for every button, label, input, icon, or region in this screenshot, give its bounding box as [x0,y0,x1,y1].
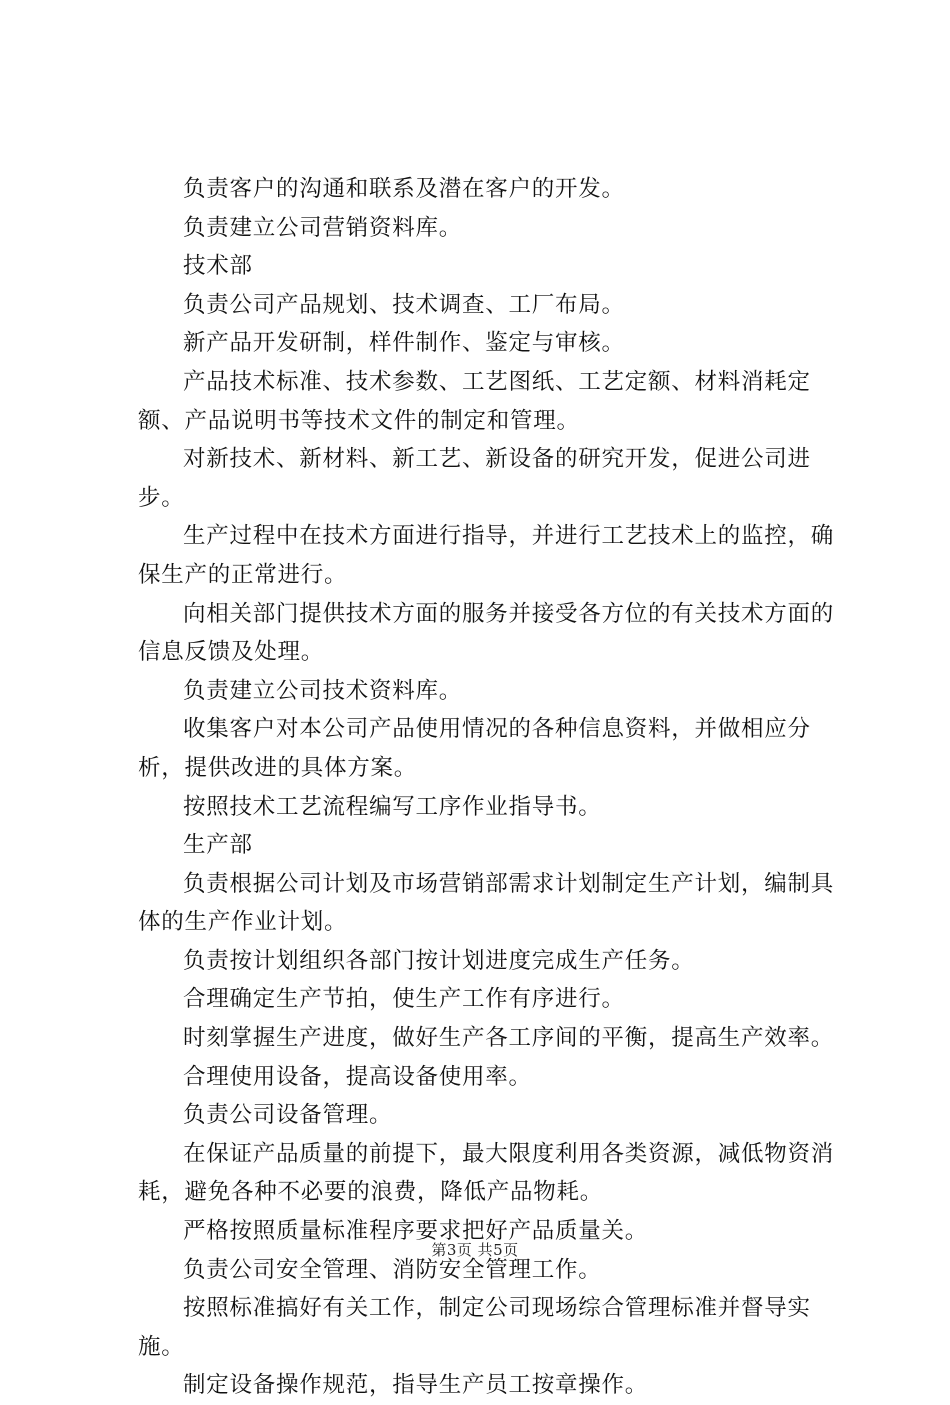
paragraph: 负责建立公司营销资料库。 [183,214,463,241]
paragraph: 时刻掌握生产进度，做好生产各工序间的平衡，提高生产效率。 [183,1025,835,1052]
document-body [138,170,843,1405]
paragraph: 按照标准搞好有关工作，制定公司现场综合管理标准并督导实施。 [138,1295,811,1360]
paragraph: 负责公司产品规划、技术调查、工厂布局。 [183,291,625,318]
section-heading: 技术部 [183,253,253,280]
paragraph: 负责公司设备管理。 [183,1102,393,1129]
paragraph: 按照技术工艺流程编写工序作业指导书。 [183,793,602,820]
paragraph: 生产过程中在技术方面进行指导，并进行工艺技术上的监控，确保生产的正常进行。 [138,523,835,588]
paragraph: 负责客户的沟通和联系及潜在客户的开发。 [183,176,625,202]
paragraph: 在保证产品质量的前提下，最大限度利用各类资源，减低物资消耗，避免各种不必要的浪费，降低产品物耗。 [138,1140,835,1206]
section-heading: 生产部 [183,832,253,859]
paragraph: 负责建立公司技术资料库。 [183,677,463,704]
page-number-footer: 第3页 共5页 [431,1241,519,1259]
paragraph: 负责按计划组织各部门按计划进度完成生产任务。 [183,947,695,974]
paragraph: 收集客户对本公司产品使用情况的各种信息资料，并做相应分析，提供改进的具体方案。 [138,716,811,781]
paragraph: 制定设备操作规范，指导生产员工按章操作。 [183,1372,649,1399]
paragraph: 负责根据公司计划及市场营销部需求计划制定生产计划，编制具体的生产作业计划。 [138,870,835,936]
paragraph: 合理确定生产节拍，使生产工作有序进行。 [183,986,625,1013]
paragraph: 合理使用设备，提高设备使用率。 [183,1063,532,1090]
paragraph: 向相关部门提供技术方面的服务并接受各方位的有关技术方面的信息反馈及处理。 [138,600,835,666]
paragraph: 产品技术标准、技术参数、工艺图纸、工艺定额、材料消耗定额、产品说明书等技术文件的制定和管理。 [138,368,811,434]
paragraph: 严格按照质量标准程序要求把好产品质量关。 [183,1218,649,1245]
paragraph: 负责公司安全管理、消防安全管理工作。 [183,1256,602,1283]
paragraph: 对新技术、新材料、新工艺、新设备的研究开发，促进公司进步。 [138,446,811,511]
paragraph: 新产品开发研制，样件制作、鉴定与审核。 [183,330,625,357]
